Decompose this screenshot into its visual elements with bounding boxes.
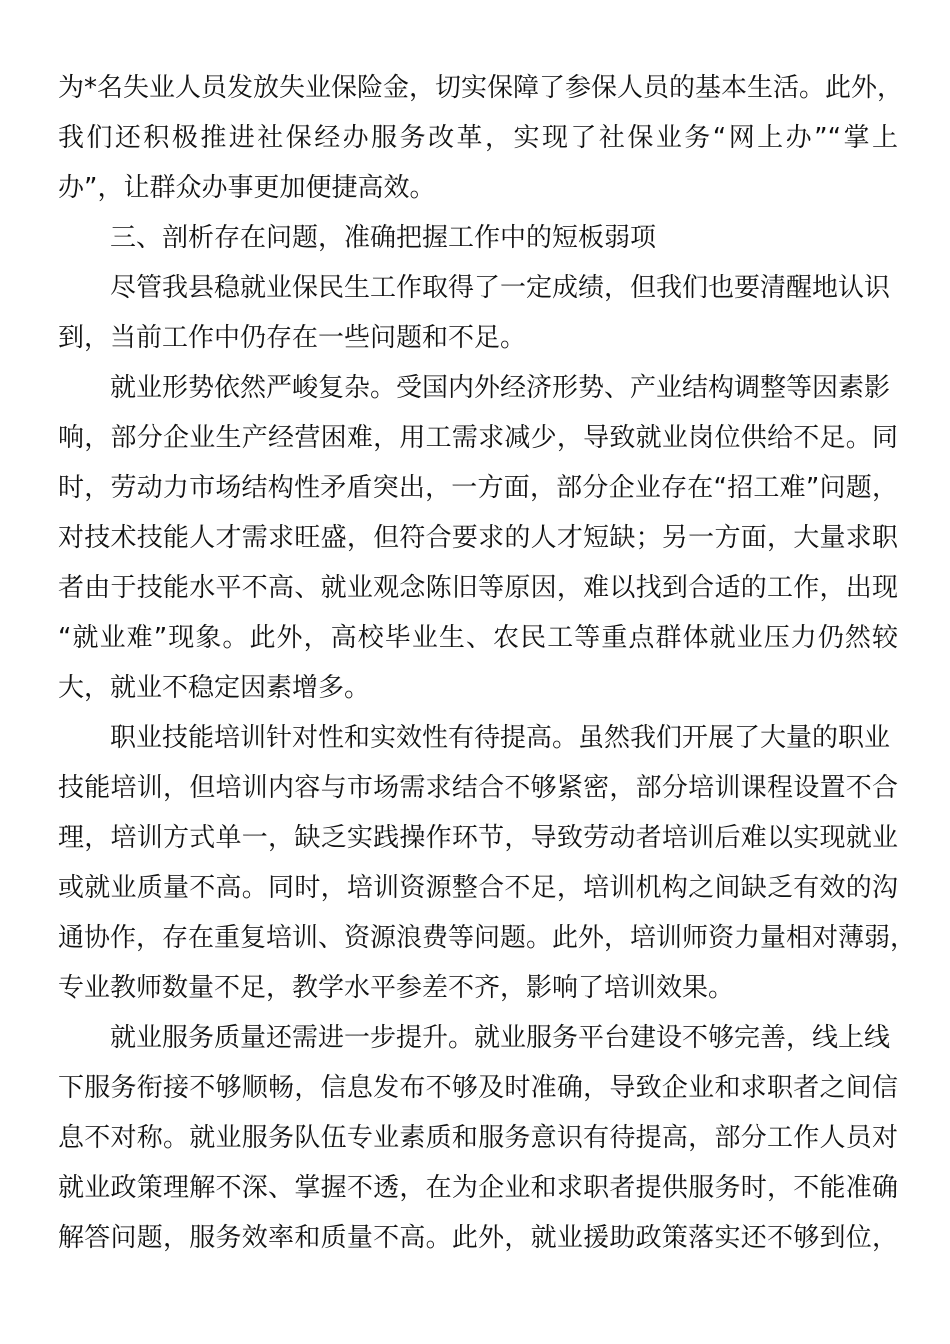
body-text-line: 技能培训，但培训内容与市场需求结合不够紧密，部分培训课程设置不合: [58, 773, 898, 803]
body-text-line: 下服务衔接不够顺畅，信息发布不够及时准确，导致企业和求职者之间信: [58, 1073, 898, 1103]
body-text-line: 我们还积极推进社保经办服务改革，实现了社保业务“网上办”“掌上: [58, 123, 898, 153]
body-text-line: 为*名失业人员发放失业保险金，切实保障了参保人员的基本生活。此外，: [58, 73, 904, 103]
body-text-line: 息不对称。就业服务队伍专业素质和服务意识有待提高，部分工作人员对: [58, 1123, 898, 1153]
body-text-line: 或就业质量不高。同时，培训资源整合不足，培训机构之间缺乏有效的沟: [58, 873, 898, 903]
body-text-line: 到，当前工作中仍存在一些问题和不足。: [58, 323, 527, 353]
body-text-line: 理，培训方式单一，缺乏实践操作环节，导致劳动者培训后难以实现就业: [58, 823, 898, 853]
body-text-line: 解答问题，服务效率和质量不高。此外，就业援助政策落实还不够到位，: [58, 1223, 898, 1253]
body-text-line: 职业技能培训针对性和实效性有待提高。虽然我们开展了大量的职业: [110, 723, 891, 753]
body-text-line: 对技术技能人才需求旺盛，但符合要求的人才短缺；另一方面，大量求职: [58, 523, 898, 553]
body-text-line: 者由于技能水平不高、就业观念陈旧等原因，难以找到合适的工作，出现: [58, 573, 898, 603]
body-text-line: 尽管我县稳就业保民生工作取得了一定成绩，但我们也要清醒地认识: [110, 273, 891, 303]
body-text-line: 通协作，存在重复培训、资源浪费等问题。此外，培训师资力量相对薄弱，: [58, 923, 917, 953]
body-text-line: 时，劳动力市场结构性矛盾突出，一方面，部分企业存在“招工难”问题，: [58, 473, 898, 503]
body-text-line: 办”，让群众办事更加便捷高效。: [58, 173, 436, 203]
body-text-line: 就业服务质量还需进一步提升。就业服务平台建设不够完善，线上线: [110, 1023, 891, 1053]
section-heading: 三、剖析存在问题，准确把握工作中的短板弱项: [110, 223, 657, 253]
body-text-line: 响，部分企业生产经营困难，用工需求减少，导致就业岗位供给不足。同: [58, 423, 898, 453]
body-text-line: 就业政策理解不深、掌握不透，在为企业和求职者提供服务时，不能准确: [58, 1173, 898, 1203]
body-text-line: 专业教师数量不足，教学水平参差不齐，影响了培训效果。: [58, 973, 735, 1003]
body-text-line: “就业难”现象。此外，高校毕业生、农民工等重点群体就业压力仍然较: [58, 623, 898, 653]
body-text-line: 就业形势依然严峻复杂。受国内外经济形势、产业结构调整等因素影: [110, 373, 891, 403]
body-text-line: 大，就业不稳定因素增多。: [58, 673, 371, 703]
